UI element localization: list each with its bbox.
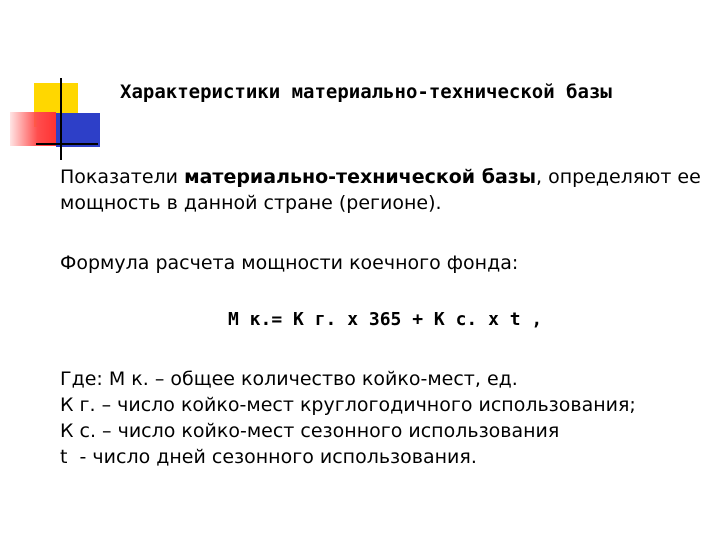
legend-line: Где: М к. – общее количество койко-мест, ед. [60,368,518,390]
formula-legend [60,366,715,470]
indicators-suffix: , определяют ее мощность в данной стране (регионе). [60,166,701,214]
legend-line: К с. – число койко-мест сезонного использования [60,420,560,442]
formula-intro: Формула расчета мощности коечного фонда: [60,252,519,274]
indicators-paragraph [60,164,710,216]
vertical-line [60,78,62,160]
legend-line: К г. – число койко-мест круглогодичного использования; [60,394,636,416]
indicators-bold-term: материально-технической базы [184,166,537,188]
slide-title: Характеристики материально-технической базы [120,81,612,103]
formula: М к.= К г. х 365 + К с. х t , [228,309,543,330]
indicators-prefix: Показатели [60,166,185,188]
red-square [10,112,56,146]
decorative-squares [0,0,110,170]
blue-square [56,113,100,147]
horizontal-line [36,143,98,145]
legend-line: t - число дней сезонного использования. [60,446,477,468]
